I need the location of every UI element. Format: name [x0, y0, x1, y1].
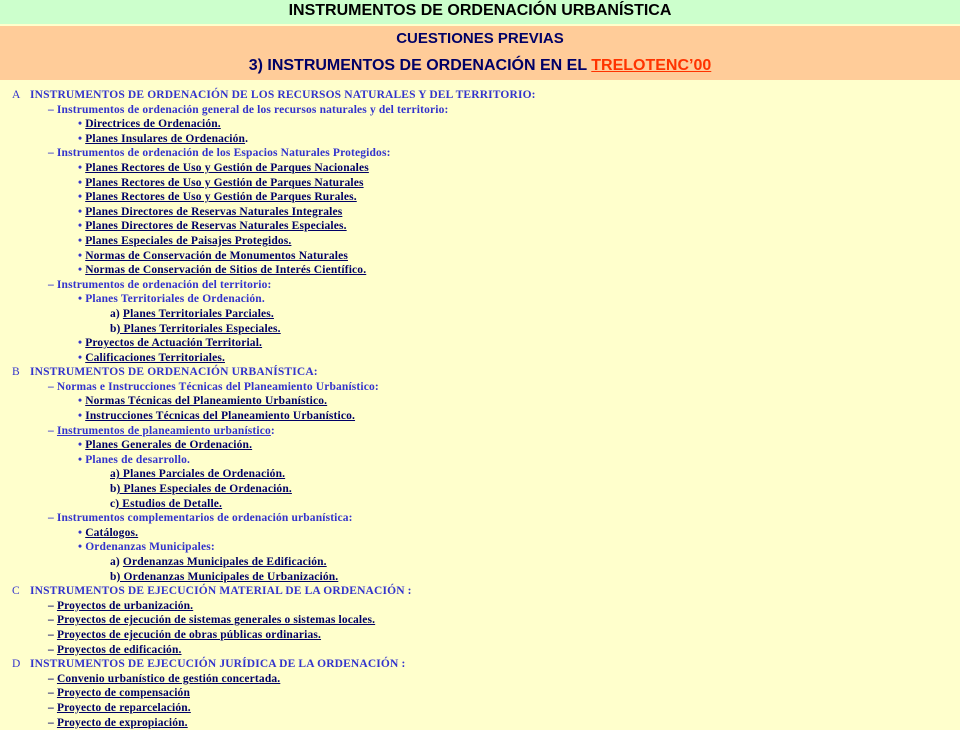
- section-heading: [0, 54, 960, 80]
- list-item[interactable]: – Proyecto de expropiación.: [48, 716, 188, 729]
- item-link[interactable]: Calificaciones Territoriales.: [85, 351, 225, 364]
- item-link[interactable]: Catálogos.: [85, 526, 139, 539]
- list-item[interactable]: • Planes Generales de Ordenación.: [78, 439, 253, 452]
- list-item[interactable]: – Convenio urbanístico de gestión concertada.: [48, 672, 281, 685]
- item-link[interactable]: ) Ordenanzas Municipales de Urbanización.: [116, 570, 339, 583]
- list-item[interactable]: • Calificaciones Territoriales.: [78, 351, 225, 364]
- sub-item-prefix: a): [110, 556, 123, 568]
- item-link[interactable]: Planes Directores de Reservas Naturales Integrales: [85, 205, 343, 218]
- sub-item[interactable]: [0, 570, 960, 585]
- list-item[interactable]: • Planes Directores de Reservas Naturales Especiales.: [78, 220, 347, 233]
- instruments-outline: [0, 88, 960, 730]
- item-link[interactable]: a) Planes Parciales de Ordenación.: [110, 468, 286, 481]
- list-item: • Ordenanzas Municipales:: [78, 541, 215, 554]
- list-item[interactable]: – Proyectos de urbanización.: [48, 599, 194, 612]
- item-link[interactable]: Planes Especiales de Paisajes Protegidos.: [85, 234, 292, 247]
- section-d: [0, 657, 960, 672]
- subsection: – Instrumentos de ordenación de los Espacios Naturales Protegidos:: [48, 147, 391, 160]
- section-b: [0, 365, 960, 380]
- item-link[interactable]: Planes Rectores de Uso y Gestión de Parques Naturales: [85, 176, 364, 189]
- subsection: – Instrumentos de ordenación del territorio:: [48, 278, 272, 291]
- sub-item[interactable]: [0, 555, 960, 570]
- list-item[interactable]: • Proyectos de Actuación Territorial.: [78, 337, 263, 350]
- planeamiento-link[interactable]: Instrumentos de planeamiento urbanístico: [56, 424, 271, 437]
- item-link[interactable]: Ordenanzas Municipales de Edificación.: [122, 556, 327, 568]
- list-item[interactable]: • Planes Rectores de Uso y Gestión de Parques Rurales.: [78, 191, 357, 204]
- subsection: – Normas e Instrucciones Técnicas del Planeamiento Urbanístico:: [48, 380, 379, 393]
- section-label: INSTRUMENTOS DE ORDENACIÓN URBANÍSTICA:: [30, 366, 318, 379]
- sub-item-prefix: b: [110, 570, 117, 583]
- item-link[interactable]: Planes Rectores de Uso y Gestión de Parques Rurales.: [85, 191, 357, 204]
- sub-item[interactable]: [0, 497, 960, 512]
- section-letter: C: [12, 585, 20, 598]
- section-label: INSTRUMENTOS DE ORDENACIÓN DE LOS RECURSOS NATURALES Y DEL TERRITORIO:: [30, 89, 536, 101]
- list-item[interactable]: • Instrucciones Técnicas del Planeamiento Urbanístico.: [78, 410, 356, 423]
- item-link[interactable]: ) Planes Especiales de Ordenación.: [116, 483, 292, 496]
- subsection-dash: –: [48, 424, 57, 437]
- title-bar: [0, 0, 960, 24]
- section-c: [0, 584, 960, 599]
- sub-item[interactable]: [0, 467, 960, 482]
- list-item[interactable]: • Planes Insulares de Ordenación.: [78, 132, 249, 145]
- item-link[interactable]: Planes Directores de Reservas Naturales Especiales.: [85, 220, 347, 233]
- list-item: • Planes Territoriales de Ordenación.: [78, 293, 265, 306]
- item-link[interactable]: Planes Rectores de Uso y Gestión de Parques Nacionales: [85, 161, 369, 174]
- item-link[interactable]: Convenio urbanístico de gestión concertada.: [56, 672, 281, 685]
- item-link[interactable]: Planes Territoriales Parciales.: [122, 307, 274, 320]
- item-link[interactable]: ) Estudios de Detalle.: [115, 497, 223, 510]
- section-label: INSTRUMENTOS DE EJECUCIÓN JURÍDICA DE LA ORDENACIÓN :: [30, 658, 406, 671]
- sub-item-prefix: b: [110, 322, 117, 335]
- list-item[interactable]: • Directrices de Ordenación.: [78, 118, 221, 131]
- list-item[interactable]: • Planes Rectores de Uso y Gestión de Parques Naturales: [78, 176, 364, 189]
- list-item[interactable]: – Proyectos de ejecución de sistemas generales o sistemas locales.: [48, 614, 376, 627]
- item-link[interactable]: Proyectos de ejecución de sistemas generales o sistemas locales.: [56, 614, 376, 627]
- list-item[interactable]: – Proyecto de compensación: [48, 687, 190, 700]
- list-item[interactable]: • Normas Técnicas del Planeamiento Urbanístico.: [78, 395, 328, 408]
- subsection[interactable]: [0, 424, 960, 439]
- list-item[interactable]: • Catálogos.: [78, 526, 139, 539]
- item-link[interactable]: Proyectos de ejecución de obras públicas ordinarias.: [56, 628, 322, 641]
- list-item[interactable]: – Proyectos de ejecución de obras públicas ordinarias.: [48, 628, 322, 641]
- sub-item-prefix: b: [110, 483, 117, 496]
- list-item[interactable]: • Normas de Conservación de Monumentos Naturales: [78, 249, 348, 262]
- section-letter: D: [12, 658, 21, 671]
- list-item[interactable]: – Proyecto de reparcelación.: [48, 701, 191, 714]
- item-link[interactable]: Normas de Conservación de Monumentos Naturales: [85, 249, 348, 262]
- item-link[interactable]: Planes Insulares de Ordenación: [85, 132, 246, 145]
- item-link[interactable]: Proyectos de urbanización.: [56, 599, 194, 612]
- page-title: INSTRUMENTOS DE ORDENACIÓN URBANÍSTICA: [288, 2, 672, 19]
- sub-item-prefix: c: [110, 497, 116, 510]
- item-link[interactable]: Proyecto de reparcelación.: [56, 701, 191, 714]
- page-subtitle: CUESTIONES PREVIAS: [396, 30, 564, 47]
- item-link[interactable]: Normas de Conservación de Sitios de Interés Científico.: [85, 264, 367, 277]
- list-item[interactable]: • Planes Rectores de Uso y Gestión de Parques Nacionales: [78, 161, 369, 174]
- section-a: [0, 88, 960, 103]
- list-item[interactable]: • Planes Especiales de Paisajes Protegidos.: [78, 234, 292, 247]
- item-link[interactable]: Proyecto de compensación: [56, 687, 190, 700]
- list-item[interactable]: • Normas de Conservación de Sitios de Interés Científico.: [78, 264, 367, 277]
- item-link[interactable]: Proyectos de edificación.: [56, 643, 182, 656]
- subsection: – Instrumentos complementarios de ordenación urbanística:: [48, 512, 353, 525]
- section-heading-text: 3) INSTRUMENTOS DE ORDENACIÓN EN EL: [248, 57, 587, 74]
- subsection: – Instrumentos de ordenación general de los recursos naturales y del territorio:: [48, 103, 449, 116]
- item-link[interactable]: Directrices de Ordenación.: [85, 118, 221, 131]
- section-letter: A: [12, 89, 21, 101]
- item-link[interactable]: Normas Técnicas del Planeamiento Urbanístico.: [85, 395, 328, 408]
- item-link[interactable]: Proyecto de expropiación.: [56, 716, 188, 729]
- sub-item[interactable]: [0, 482, 960, 497]
- item-link[interactable]: Instrucciones Técnicas del Planeamiento Urbanístico.: [85, 410, 356, 423]
- item-link[interactable]: Proyectos de Actuación Territorial.: [85, 337, 263, 350]
- section-letter: B: [12, 366, 20, 379]
- section-label: INSTRUMENTOS DE EJECUCIÓN MATERIAL DE LA ORDENACIÓN :: [30, 585, 412, 598]
- list-item[interactable]: • Planes Directores de Reservas Naturales Integrales: [78, 205, 343, 218]
- subtitle-bar: [0, 26, 960, 54]
- item-link[interactable]: ) Planes Territoriales Especiales.: [116, 322, 281, 335]
- sub-item-prefix: a): [110, 307, 123, 320]
- sub-item[interactable]: [0, 307, 960, 322]
- item-link[interactable]: Planes Generales de Ordenación.: [85, 439, 253, 452]
- list-item[interactable]: – Proyectos de edificación.: [48, 643, 182, 656]
- sub-item[interactable]: [0, 322, 960, 337]
- trelotenc-link[interactable]: TRELOTENC’00: [591, 57, 712, 74]
- list-item: • Planes de desarrollo.: [78, 453, 191, 466]
- subsection-suffix: :: [270, 424, 275, 437]
